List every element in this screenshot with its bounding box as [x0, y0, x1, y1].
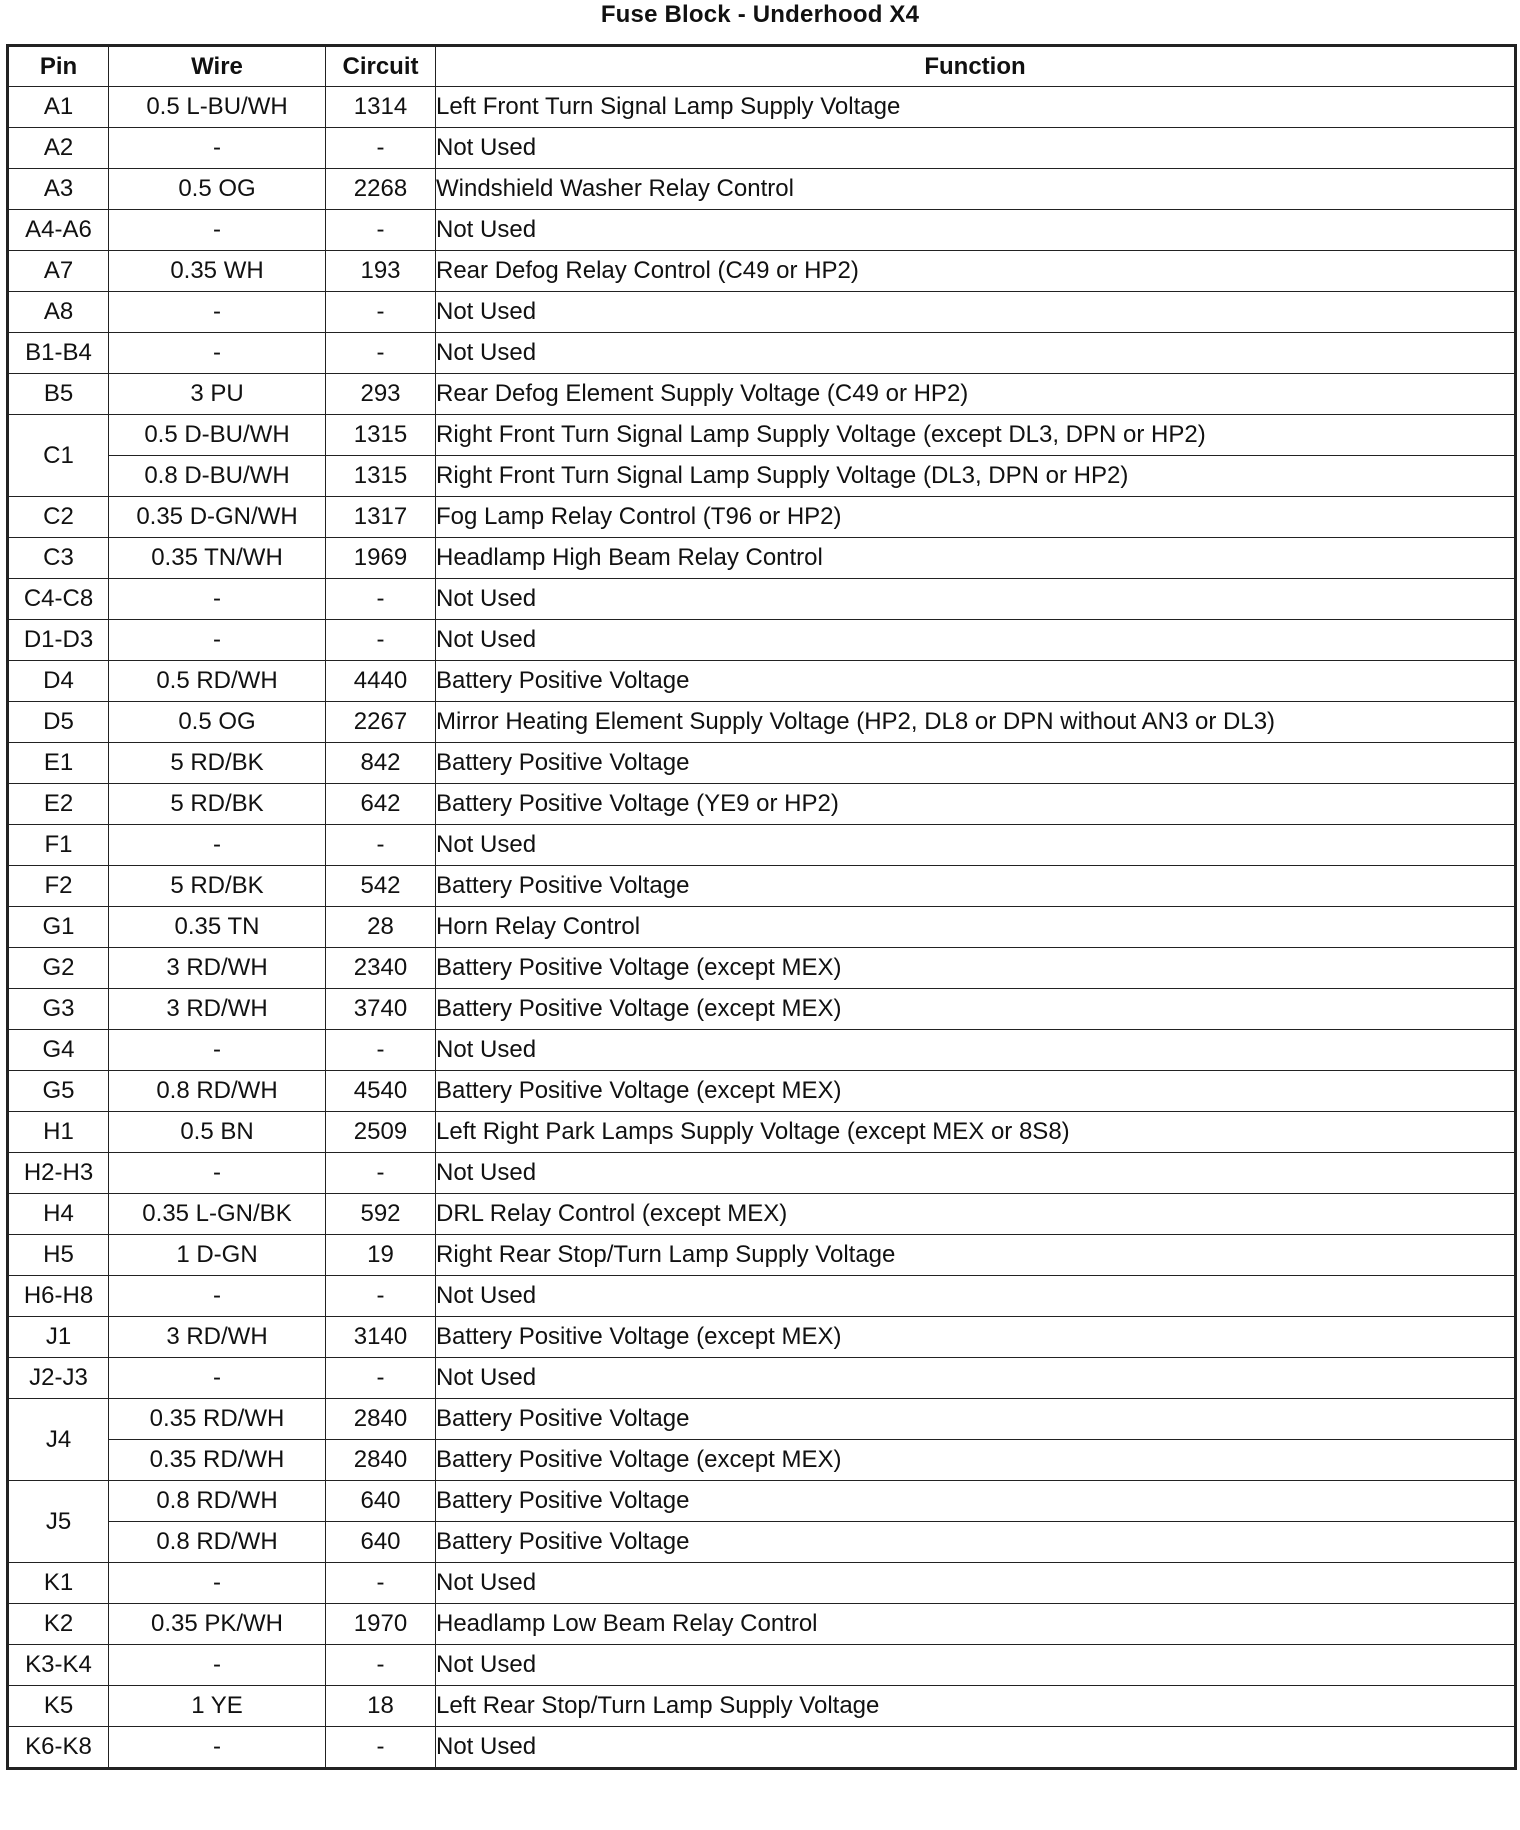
- wire-cell: -: [109, 210, 326, 251]
- header-circuit: Circuit: [326, 46, 436, 87]
- table-row: [8, 292, 1516, 333]
- table-row: [8, 210, 1516, 251]
- function-cell: Mirror Heating Element Supply Voltage (HP2, DL8 or DPN without AN3 or DL3): [436, 702, 1516, 743]
- wire-cell: -: [109, 1727, 326, 1769]
- pin-cell: A3: [8, 169, 109, 210]
- circuit-cell: 1969: [326, 538, 436, 579]
- header-row: [8, 46, 1516, 87]
- circuit-cell: 193: [326, 251, 436, 292]
- function-cell: Battery Positive Voltage: [436, 866, 1516, 907]
- function-cell: Fog Lamp Relay Control (T96 or HP2): [436, 497, 1516, 538]
- function-cell: Battery Positive Voltage (YE9 or HP2): [436, 784, 1516, 825]
- pin-cell: J2-J3: [8, 1358, 109, 1399]
- pin-cell: J5: [8, 1481, 109, 1563]
- pin-cell: H6-H8: [8, 1276, 109, 1317]
- wire-cell: 0.35 PK/WH: [109, 1604, 326, 1645]
- pin-cell: K2: [8, 1604, 109, 1645]
- wire-cell: 0.8 RD/WH: [109, 1522, 326, 1563]
- table-body: [8, 87, 1516, 1769]
- wire-cell: -: [109, 620, 326, 661]
- function-cell: Battery Positive Voltage (except MEX): [436, 1317, 1516, 1358]
- pin-cell: K5: [8, 1686, 109, 1727]
- pin-cell: J1: [8, 1317, 109, 1358]
- wire-cell: 0.35 TN/WH: [109, 538, 326, 579]
- wire-cell: -: [109, 128, 326, 169]
- function-cell: Not Used: [436, 1563, 1516, 1604]
- pin-cell: K1: [8, 1563, 109, 1604]
- circuit-cell: -: [326, 1358, 436, 1399]
- table-row: [8, 989, 1516, 1030]
- circuit-cell: 1317: [326, 497, 436, 538]
- wire-cell: -: [109, 1563, 326, 1604]
- wire-cell: 0.35 RD/WH: [109, 1399, 326, 1440]
- table-row: [8, 1276, 1516, 1317]
- table-header: [8, 46, 1516, 87]
- circuit-cell: 28: [326, 907, 436, 948]
- pin-cell: A7: [8, 251, 109, 292]
- table-row: [8, 1112, 1516, 1153]
- wire-cell: 3 RD/WH: [109, 948, 326, 989]
- wire-cell: 5 RD/BK: [109, 866, 326, 907]
- pin-cell: K6-K8: [8, 1727, 109, 1769]
- table-row: [8, 87, 1516, 128]
- table-row: [8, 1481, 1516, 1522]
- pin-cell: D5: [8, 702, 109, 743]
- table-row: [8, 1399, 1516, 1440]
- wire-cell: 0.8 D-BU/WH: [109, 456, 326, 497]
- pin-cell: C4-C8: [8, 579, 109, 620]
- table-row: [8, 1686, 1516, 1727]
- table-row: [8, 1604, 1516, 1645]
- function-cell: Left Front Turn Signal Lamp Supply Voltage: [436, 87, 1516, 128]
- wire-cell: 3 RD/WH: [109, 989, 326, 1030]
- function-cell: Not Used: [436, 825, 1516, 866]
- circuit-cell: 2509: [326, 1112, 436, 1153]
- function-cell: Battery Positive Voltage: [436, 1481, 1516, 1522]
- circuit-cell: 4540: [326, 1071, 436, 1112]
- table-row: [8, 1563, 1516, 1604]
- circuit-cell: 1970: [326, 1604, 436, 1645]
- circuit-cell: 542: [326, 866, 436, 907]
- pin-cell: J4: [8, 1399, 109, 1481]
- circuit-cell: -: [326, 579, 436, 620]
- pin-cell: D4: [8, 661, 109, 702]
- wire-cell: 0.35 L-GN/BK: [109, 1194, 326, 1235]
- wire-cell: -: [109, 333, 326, 374]
- circuit-cell: 19: [326, 1235, 436, 1276]
- function-cell: Headlamp Low Beam Relay Control: [436, 1604, 1516, 1645]
- table-row: [8, 538, 1516, 579]
- function-cell: Headlamp High Beam Relay Control: [436, 538, 1516, 579]
- circuit-cell: 18: [326, 1686, 436, 1727]
- table-row: [8, 1727, 1516, 1769]
- table-row: [8, 1440, 1516, 1481]
- function-cell: Not Used: [436, 1645, 1516, 1686]
- table-row: [8, 1522, 1516, 1563]
- function-cell: Battery Positive Voltage (except MEX): [436, 948, 1516, 989]
- circuit-cell: 640: [326, 1481, 436, 1522]
- circuit-cell: 1314: [326, 87, 436, 128]
- pin-cell: K3-K4: [8, 1645, 109, 1686]
- pin-cell: G3: [8, 989, 109, 1030]
- wire-cell: 0.5 BN: [109, 1112, 326, 1153]
- wire-cell: 3 PU: [109, 374, 326, 415]
- circuit-cell: 3740: [326, 989, 436, 1030]
- table-row: [8, 825, 1516, 866]
- pin-cell: G5: [8, 1071, 109, 1112]
- pin-cell: E2: [8, 784, 109, 825]
- circuit-cell: -: [326, 1645, 436, 1686]
- wire-cell: 0.35 WH: [109, 251, 326, 292]
- table-row: [8, 1358, 1516, 1399]
- pin-cell: F1: [8, 825, 109, 866]
- circuit-cell: -: [326, 1563, 436, 1604]
- wire-cell: 0.35 RD/WH: [109, 1440, 326, 1481]
- wire-cell: 0.8 RD/WH: [109, 1481, 326, 1522]
- table-row: [8, 251, 1516, 292]
- function-cell: Battery Positive Voltage: [436, 1399, 1516, 1440]
- function-cell: Not Used: [436, 1276, 1516, 1317]
- wire-cell: 0.35 TN: [109, 907, 326, 948]
- table-row: [8, 456, 1516, 497]
- function-cell: Battery Positive Voltage: [436, 743, 1516, 784]
- wire-cell: 5 RD/BK: [109, 743, 326, 784]
- function-cell: Battery Positive Voltage: [436, 1522, 1516, 1563]
- wire-cell: 5 RD/BK: [109, 784, 326, 825]
- pin-cell: H4: [8, 1194, 109, 1235]
- wire-cell: -: [109, 1358, 326, 1399]
- table-row: [8, 415, 1516, 456]
- pin-cell: A2: [8, 128, 109, 169]
- circuit-cell: -: [326, 620, 436, 661]
- table-row: [8, 1645, 1516, 1686]
- circuit-cell: -: [326, 1727, 436, 1769]
- function-cell: Not Used: [436, 128, 1516, 169]
- circuit-cell: 3140: [326, 1317, 436, 1358]
- pin-cell: G1: [8, 907, 109, 948]
- header-function: Function: [436, 46, 1516, 87]
- circuit-cell: 1315: [326, 415, 436, 456]
- function-cell: Battery Positive Voltage (except MEX): [436, 1440, 1516, 1481]
- header-wire: Wire: [109, 46, 326, 87]
- pin-cell: C1: [8, 415, 109, 497]
- table-row: [8, 866, 1516, 907]
- connector-pinout-table: [6, 44, 1517, 1770]
- table-row: [8, 169, 1516, 210]
- wire-cell: -: [109, 579, 326, 620]
- table-row: [8, 128, 1516, 169]
- function-cell: Not Used: [436, 1358, 1516, 1399]
- table-row: [8, 661, 1516, 702]
- circuit-cell: 2340: [326, 948, 436, 989]
- function-cell: Not Used: [436, 1030, 1516, 1071]
- circuit-cell: 640: [326, 1522, 436, 1563]
- pin-cell: H2-H3: [8, 1153, 109, 1194]
- function-cell: Not Used: [436, 1727, 1516, 1769]
- wire-cell: -: [109, 1030, 326, 1071]
- function-cell: Not Used: [436, 579, 1516, 620]
- table-row: [8, 1317, 1516, 1358]
- pin-cell: G2: [8, 948, 109, 989]
- table-row: [8, 907, 1516, 948]
- circuit-cell: -: [326, 333, 436, 374]
- pin-cell: A8: [8, 292, 109, 333]
- wire-cell: -: [109, 1645, 326, 1686]
- wire-cell: 0.5 L-BU/WH: [109, 87, 326, 128]
- circuit-cell: -: [326, 1153, 436, 1194]
- function-cell: Not Used: [436, 620, 1516, 661]
- wire-cell: 0.5 D-BU/WH: [109, 415, 326, 456]
- pin-cell: C2: [8, 497, 109, 538]
- circuit-cell: 2267: [326, 702, 436, 743]
- function-cell: Not Used: [436, 210, 1516, 251]
- pin-cell: A1: [8, 87, 109, 128]
- pin-cell: F2: [8, 866, 109, 907]
- function-cell: Horn Relay Control: [436, 907, 1516, 948]
- wire-cell: -: [109, 1276, 326, 1317]
- circuit-cell: 842: [326, 743, 436, 784]
- table-row: [8, 497, 1516, 538]
- function-cell: Not Used: [436, 292, 1516, 333]
- function-cell: Battery Positive Voltage (except MEX): [436, 989, 1516, 1030]
- table-row: [8, 1153, 1516, 1194]
- function-cell: Right Front Turn Signal Lamp Supply Voltage (except DL3, DPN or HP2): [436, 415, 1516, 456]
- table-row: [8, 374, 1516, 415]
- table-row: [8, 1030, 1516, 1071]
- circuit-cell: -: [326, 128, 436, 169]
- wire-cell: 0.35 D-GN/WH: [109, 497, 326, 538]
- pin-cell: C3: [8, 538, 109, 579]
- function-cell: Right Rear Stop/Turn Lamp Supply Voltage: [436, 1235, 1516, 1276]
- wire-cell: 0.5 RD/WH: [109, 661, 326, 702]
- wire-cell: -: [109, 1153, 326, 1194]
- circuit-cell: 2268: [326, 169, 436, 210]
- pin-cell: B1-B4: [8, 333, 109, 374]
- wire-cell: 0.5 OG: [109, 169, 326, 210]
- function-cell: Left Rear Stop/Turn Lamp Supply Voltage: [436, 1686, 1516, 1727]
- function-cell: Not Used: [436, 333, 1516, 374]
- function-cell: Windshield Washer Relay Control: [436, 169, 1516, 210]
- pin-cell: E1: [8, 743, 109, 784]
- table-row: [8, 1235, 1516, 1276]
- function-cell: Left Right Park Lamps Supply Voltage (except MEX or 8S8): [436, 1112, 1516, 1153]
- header-pin: Pin: [8, 46, 109, 87]
- wire-cell: 3 RD/WH: [109, 1317, 326, 1358]
- function-cell: Battery Positive Voltage (except MEX): [436, 1071, 1516, 1112]
- pin-cell: H5: [8, 1235, 109, 1276]
- circuit-cell: 642: [326, 784, 436, 825]
- pin-cell: D1-D3: [8, 620, 109, 661]
- pin-cell: H1: [8, 1112, 109, 1153]
- circuit-cell: 2840: [326, 1440, 436, 1481]
- circuit-cell: -: [326, 210, 436, 251]
- function-cell: Rear Defog Relay Control (C49 or HP2): [436, 251, 1516, 292]
- table-row: [8, 743, 1516, 784]
- table-row: [8, 784, 1516, 825]
- table-row: [8, 948, 1516, 989]
- circuit-cell: 2840: [326, 1399, 436, 1440]
- pin-cell: B5: [8, 374, 109, 415]
- circuit-cell: -: [326, 825, 436, 866]
- circuit-cell: 1315: [326, 456, 436, 497]
- table-row: [8, 1071, 1516, 1112]
- wire-cell: -: [109, 825, 326, 866]
- circuit-cell: -: [326, 1030, 436, 1071]
- document-title: Fuse Block - Underhood X4: [600, 1, 920, 28]
- table-row: [8, 333, 1516, 374]
- table-row: [8, 1194, 1516, 1235]
- pin-cell: A4-A6: [8, 210, 109, 251]
- circuit-cell: -: [326, 292, 436, 333]
- circuit-cell: 4440: [326, 661, 436, 702]
- wire-cell: -: [109, 292, 326, 333]
- function-cell: Not Used: [436, 1153, 1516, 1194]
- function-cell: Rear Defog Element Supply Voltage (C49 or HP2): [436, 374, 1516, 415]
- circuit-cell: 293: [326, 374, 436, 415]
- function-cell: Right Front Turn Signal Lamp Supply Voltage (DL3, DPN or HP2): [436, 456, 1516, 497]
- wire-cell: 1 D-GN: [109, 1235, 326, 1276]
- function-cell: Battery Positive Voltage: [436, 661, 1516, 702]
- wire-cell: 0.8 RD/WH: [109, 1071, 326, 1112]
- table-row: [8, 579, 1516, 620]
- table-row: [8, 620, 1516, 661]
- function-cell: DRL Relay Control (except MEX): [436, 1194, 1516, 1235]
- pin-cell: G4: [8, 1030, 109, 1071]
- circuit-cell: -: [326, 1276, 436, 1317]
- table-row: [8, 702, 1516, 743]
- circuit-cell: 592: [326, 1194, 436, 1235]
- wire-cell: 1 YE: [109, 1686, 326, 1727]
- wire-cell: 0.5 OG: [109, 702, 326, 743]
